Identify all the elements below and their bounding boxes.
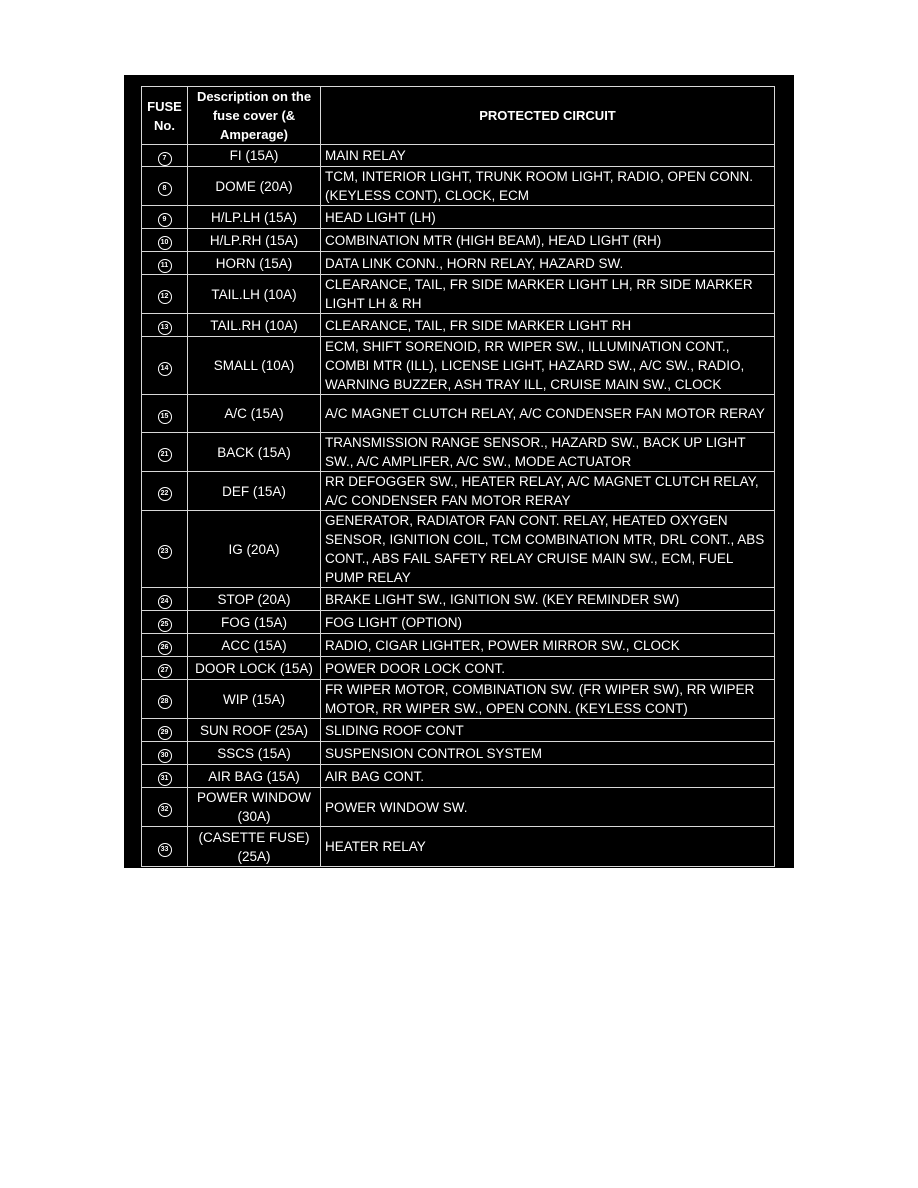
fuse-number-cell [142,657,188,680]
fuse-description: IG (20A) [188,511,321,588]
fuse-number-cell [142,634,188,657]
protected-circuit: MAIN RELAY [321,145,775,167]
protected-circuit: RADIO, CIGAR LIGHTER, POWER MIRROR SW., CLOCK [321,634,775,657]
fuse-number: 21 [158,448,172,462]
protected-circuit: ECM, SHIFT SORENOID, RR WIPER SW., ILLUMINATION CONT., COMBI MTR (ILL), LICENSE LIGHT, HAZARD SW., A/C SW., RADIO, WARNING BUZZER, ASH TRAY ILL, CRUISE MAIN SW., CLOCK [321,337,775,395]
table-row [142,395,775,433]
fuse-number-cell [142,229,188,252]
header-row [142,87,775,145]
protected-circuit: BRAKE LIGHT SW., IGNITION SW. (KEY REMINDER SW) [321,588,775,611]
table-row [142,788,775,827]
protected-circuit: DATA LINK CONN., HORN RELAY, HAZARD SW. [321,252,775,275]
protected-circuit: A/C MAGNET CLUTCH RELAY, A/C CONDENSER FAN MOTOR RERAY [321,395,775,433]
table-row [142,742,775,765]
header-fuse-no: FUSE No. [142,87,188,145]
protected-circuit: POWER DOOR LOCK CONT. [321,657,775,680]
table-row [142,511,775,588]
fuse-number: 33 [158,843,172,857]
fuse-number-cell [142,680,188,719]
table-row [142,611,775,634]
fuse-number: 15 [158,410,172,424]
fuse-number-cell [142,611,188,634]
fuse-number: 13 [158,321,172,335]
fuse-number-cell [142,588,188,611]
table-row [142,275,775,314]
table-row [142,433,775,472]
table-row [142,588,775,611]
fuse-description: WIP (15A) [188,680,321,719]
fuse-number-cell [142,252,188,275]
fuse-description: SSCS (15A) [188,742,321,765]
table-row [142,472,775,511]
table-row [142,719,775,742]
table-row [142,167,775,206]
fuse-number: 10 [158,236,172,250]
fuse-description: DOME (20A) [188,167,321,206]
fuse-description: H/LP.LH (15A) [188,206,321,229]
header-protected-circuit: PROTECTED CIRCUIT [321,87,775,145]
fuse-table-image [124,75,794,868]
protected-circuit: POWER WINDOW SW. [321,788,775,827]
table-row [142,337,775,395]
fuse-description: STOP (20A) [188,588,321,611]
protected-circuit: AIR BAG CONT. [321,765,775,788]
protected-circuit: COMBINATION MTR (HIGH BEAM), HEAD LIGHT (RH) [321,229,775,252]
fuse-description: AIR BAG (15A) [188,765,321,788]
fuse-number: 29 [158,726,172,740]
fuse-number: 28 [158,695,172,709]
protected-circuit: FOG LIGHT (OPTION) [321,611,775,634]
protected-circuit: SLIDING ROOF CONT [321,719,775,742]
fuse-description: TAIL.LH (10A) [188,275,321,314]
table-row [142,765,775,788]
table-row [142,206,775,229]
table-row [142,634,775,657]
fuse-number: 30 [158,749,172,763]
fuse-number: 7 [158,152,172,166]
protected-circuit: FR WIPER MOTOR, COMBINATION SW. (FR WIPER SW), RR WIPER MOTOR, RR WIPER SW., OPEN CONN. (KEYLESS CONT) [321,680,775,719]
fuse-number: 11 [158,259,172,273]
header-description: Description on the fuse cover (& Amperage) [188,87,321,145]
fuse-number-cell [142,742,188,765]
table-row [142,252,775,275]
fuse-description: HORN (15A) [188,252,321,275]
protected-circuit: GENERATOR, RADIATOR FAN CONT. RELAY, HEATED OXYGEN SENSOR, IGNITION COIL, TCM COMBINATION MTR, DRL CONT., ABS CONT., ABS FAIL SAFETY RELAY CRUISE MAIN SW., ECM, FUEL PUMP RELAY [321,511,775,588]
fuse-description: FI (15A) [188,145,321,167]
protected-circuit: TRANSMISSION RANGE SENSOR., HAZARD SW., BACK UP LIGHT SW., A/C AMPLIFER, A/C SW., MODE ACTUATOR [321,433,775,472]
fuse-number-cell [142,433,188,472]
fuse-description: DOOR LOCK (15A) [188,657,321,680]
table-row [142,657,775,680]
fuse-number-cell [142,788,188,827]
fuse-number: 32 [158,803,172,817]
fuse-number-cell [142,145,188,167]
fuse-description: ACC (15A) [188,634,321,657]
fuse-table [141,86,775,867]
fuse-number-cell [142,314,188,337]
table-row [142,145,775,167]
fuse-number: 27 [158,664,172,678]
fuse-number: 9 [158,213,172,227]
fuse-description: (CASETTE FUSE) (25A) [188,827,321,867]
fuse-number-cell [142,827,188,867]
fuse-description: SUN ROOF (25A) [188,719,321,742]
table-row [142,680,775,719]
fuse-number-cell [142,472,188,511]
fuse-number: 25 [158,618,172,632]
protected-circuit: RR DEFOGGER SW., HEATER RELAY, A/C MAGNET CLUTCH RELAY, A/C CONDENSER FAN MOTOR RERAY [321,472,775,511]
fuse-number-cell [142,167,188,206]
fuse-description: H/LP.RH (15A) [188,229,321,252]
fuse-number-cell [142,337,188,395]
table-row [142,314,775,337]
fuse-number: 31 [158,772,172,786]
fuse-number-cell [142,511,188,588]
protected-circuit: CLEARANCE, TAIL, FR SIDE MARKER LIGHT RH [321,314,775,337]
protected-circuit: TCM, INTERIOR LIGHT, TRUNK ROOM LIGHT, RADIO, OPEN CONN. (KEYLESS CONT), CLOCK, ECM [321,167,775,206]
fuse-description: FOG (15A) [188,611,321,634]
fuse-description: DEF (15A) [188,472,321,511]
fuse-number-cell [142,719,188,742]
fuse-number: 24 [158,595,172,609]
protected-circuit: CLEARANCE, TAIL, FR SIDE MARKER LIGHT LH, RR SIDE MARKER LIGHT LH & RH [321,275,775,314]
fuse-number: 8 [158,182,172,196]
fuse-description: BACK (15A) [188,433,321,472]
fuse-description: SMALL (10A) [188,337,321,395]
protected-circuit: HEAD LIGHT (LH) [321,206,775,229]
fuse-number-cell [142,275,188,314]
fuse-number-cell [142,765,188,788]
fuse-number: 14 [158,362,172,376]
fuse-description: A/C (15A) [188,395,321,433]
fuse-description: TAIL.RH (10A) [188,314,321,337]
protected-circuit: SUSPENSION CONTROL SYSTEM [321,742,775,765]
fuse-number: 26 [158,641,172,655]
fuse-number-cell [142,206,188,229]
fuse-description: POWER WINDOW (30A) [188,788,321,827]
protected-circuit: HEATER RELAY [321,827,775,867]
fuse-number: 23 [158,545,172,559]
table-row [142,827,775,867]
table-row [142,229,775,252]
fuse-number: 22 [158,487,172,501]
fuse-number-cell [142,395,188,433]
fuse-number: 12 [158,290,172,304]
